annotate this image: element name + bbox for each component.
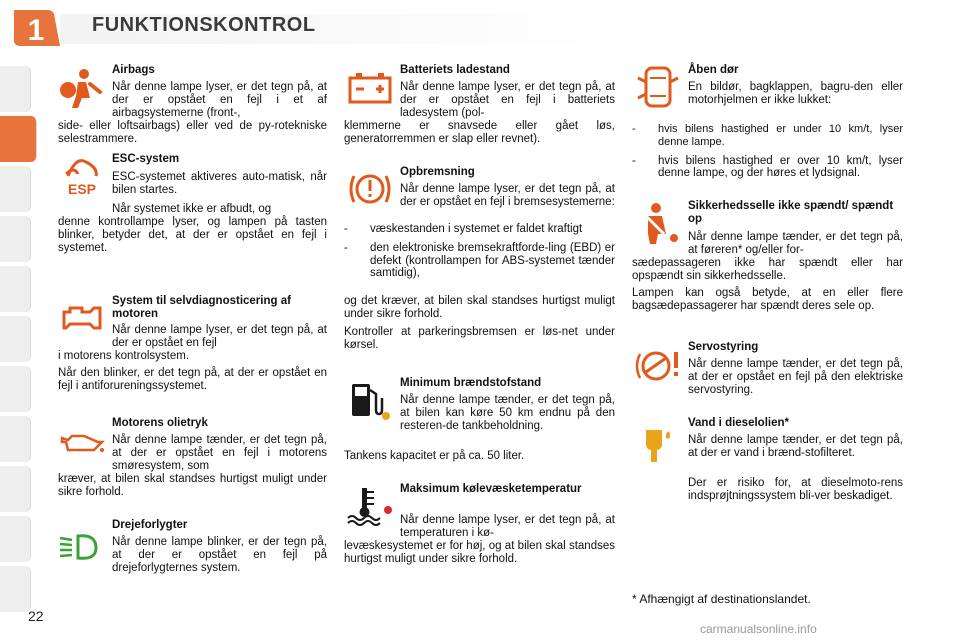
- brake-item-2: den elektroniske bremsekraftforde-ling (EBD) er defekt (kontrollampen for ABS-systemet tænder samtidig),: [370, 241, 615, 280]
- fuel-text-lead: Når denne lampe tænder, er det tegn på, at bilen kan køre 50 km endnu på den resteren-de tankbeholdning.: [400, 394, 615, 432]
- door-open-icon: [632, 64, 684, 110]
- list-item: - hvis bilens hastighed er under 10 km/t, lyser denne lampe.: [632, 123, 903, 148]
- door-title: Åben dør: [688, 64, 739, 76]
- seatbelt-text-rest: sædepassageren ikke har spændt eller har opspændt sin sikkerhedsselle.: [632, 257, 903, 282]
- headlight-icon: [56, 524, 108, 570]
- coolant-text-rest: levæskesystemet er for høj, og at bilen skal standses hurtigst muligt under sikre forhold.: [344, 540, 615, 565]
- side-tab-8[interactable]: [0, 416, 31, 462]
- esc-icon-label: ESP: [67, 181, 97, 197]
- brake-list: [344, 223, 615, 280]
- esc-text-p2-rest: denne kontrollampe lyser, og lampen på tasten blinker, betyder det, at der er opstået en fejl i systemet.: [58, 216, 327, 254]
- coolant-temp-icon: [344, 482, 396, 528]
- steering-icon: [632, 342, 684, 388]
- door-item-2: hvis bilens hastighed er over 10 km/t, lyser denne lampe, og der høres et lydsignal.: [658, 154, 903, 180]
- battery-title: Batteriets ladestand: [400, 64, 510, 76]
- side-tab-3[interactable]: [0, 166, 31, 212]
- battery-text-lead: Når denne lampe lyser, er det tegn på, at der er opstået en fejl i batteriets ladesystem (pol-: [400, 81, 615, 119]
- airbags-title: Airbags: [112, 64, 155, 76]
- selfdiag-text-rest: i motorens kontrolsystem.: [58, 350, 190, 362]
- oil-title: Motorens olietryk: [112, 417, 208, 429]
- side-tab-active[interactable]: [0, 116, 37, 162]
- coolant-title: Maksimum kølevæsketemperatur: [400, 483, 582, 495]
- list-item: - hvis bilens hastighed er over 10 km/t, lyser denne lampe, og der høres et lydsignal.: [632, 154, 903, 180]
- airbags-text-lead: Når denne lampe lyser, er det tegn på, at der er opstået en fejl i et af airbagsystemerne (front-,: [112, 81, 327, 119]
- door-text-lead: En bildør, bagklappen, bagru-den eller motorhjelmen er ikke lukket:: [688, 81, 903, 106]
- list-item: - den elektroniske bremsekraftforde-ling (EBD) er defekt (kontrollampen for ABS-systemet tænder samtidig),: [344, 241, 615, 280]
- side-tab-4[interactable]: [0, 216, 31, 262]
- side-tab-9[interactable]: [0, 466, 31, 512]
- steering-title: Servostyring: [688, 341, 759, 353]
- brake-item-1: væskestanden i systemet er faldet kraftigt: [370, 223, 583, 235]
- battery-text-rest: klemmerne er snavsede eller gået løs, generatorremmen er slap eller revnet).: [344, 120, 615, 145]
- airbag-icon: [56, 64, 108, 110]
- list-item: - væskestanden i systemet er faldet kraftigt: [344, 223, 615, 236]
- side-tab-10[interactable]: [0, 516, 31, 562]
- seatbelt-title: Sikkerhedsselle ikke spændt/ spændt op: [688, 200, 894, 225]
- water-text-p2: Der er risiko for, at dieselmoto-rens indsprøjtningssystem bli-ver beskadiget.: [688, 477, 903, 502]
- esc-text-p2-lead: Når systemet ikke er afbudt, og: [112, 203, 272, 215]
- door-item-1: hvis bilens hastighed er under 10 km/t, lyser denne lampe.: [658, 123, 903, 148]
- brake-title: Opbremsning: [400, 166, 475, 178]
- seatbelt-text-lead: Når denne lampe tænder, er det tegn på, at føreren* og/eller for-: [688, 231, 903, 256]
- brake-warning-icon: [344, 166, 396, 212]
- water-in-diesel-icon: [632, 420, 684, 466]
- airbags-text-rest: side- eller loftsairbags) eller ved de py-rotekniske selestrammere.: [58, 120, 327, 145]
- side-tab-5[interactable]: [0, 266, 31, 312]
- chapter-number: 1: [27, 14, 45, 47]
- coolant-text-lead: Når denne lampe lyser, er det tegn på, at temperaturen i kø-: [400, 514, 615, 539]
- turn-text: Når denne lampe blinker, er der tegn på, at der er opstået en fejl på drejeforlygternes system.: [112, 536, 327, 574]
- selfdiag-title: System til selvdiagnosticering af motoren: [112, 295, 291, 320]
- selfdiag-text-p2: Når den blinker, er det tegn på, at der er opstået en fejl i antiforureningssystemet.: [58, 367, 327, 392]
- battery-icon: [344, 64, 396, 110]
- page-number: 22: [28, 608, 44, 624]
- chapter-badge: [8, 6, 62, 50]
- oil-can-icon: [56, 420, 108, 466]
- brake-text-p3: Kontroller at parkeringsbremsen er løs-net under kørsel.: [344, 326, 615, 351]
- fuel-pump-icon: [344, 376, 396, 422]
- seatbelt-icon: [632, 200, 684, 246]
- water-text-lead: Når denne lampe tænder, er det tegn på, at der er vand i brænd-stofilteret.: [688, 434, 903, 459]
- footnote: * Afhængigt af destinationslandet.: [632, 592, 811, 606]
- side-tab-6[interactable]: [0, 316, 31, 362]
- selfdiag-text-lead: Når denne lampe lyser, er det tegn på, at der er opstået en fejl: [112, 324, 327, 349]
- esc-text-p1: ESC-systemet aktiveres auto-matisk, når bilen startes.: [112, 171, 327, 196]
- oil-text-lead: Når denne lampe tænder, er det tegn på, at der er opstået en fejl i motorens smøresystem, som: [112, 434, 327, 472]
- brake-text-p2: og det kræver, at bilen skal standses hurtigst muligt under sikre forhold.: [344, 295, 615, 320]
- esc-icon: [56, 152, 108, 198]
- esc-title: ESC-system: [112, 153, 180, 165]
- turn-title: Drejeforlygter: [112, 519, 188, 531]
- brake-text-lead: Når denne lampe lyser, er det tegn på, at der er opstået en fejl i bremsesystemerne:: [400, 183, 615, 208]
- oil-text-rest: kræver, at bilen skal standses hurtigst muligt under sikre forhold.: [58, 473, 327, 498]
- side-tab-11[interactable]: [0, 566, 31, 612]
- steering-text: Når denne lampe tænder, er det tegn på, at der er opstået en fejl på den elektriske servostyring.: [688, 358, 903, 396]
- side-tab-7[interactable]: [0, 366, 31, 412]
- watermark: carmanualsonline.info: [700, 622, 817, 636]
- door-list: [632, 123, 903, 180]
- fuel-title: Minimum brændstofstand: [400, 377, 542, 389]
- fuel-text-p2: Tankens kapacitet er på ca. 50 liter.: [344, 450, 525, 462]
- seatbelt-text-p2: Lampen kan også betyde, at en eller flere bagsædepassagerer har spændt deres sele op.: [632, 287, 903, 312]
- page-title: FUNKTIONSKONTROL: [92, 14, 316, 36]
- engine-icon: [56, 296, 108, 342]
- water-title: Vand i dieselolien*: [688, 417, 789, 429]
- side-tab-1[interactable]: [0, 66, 31, 112]
